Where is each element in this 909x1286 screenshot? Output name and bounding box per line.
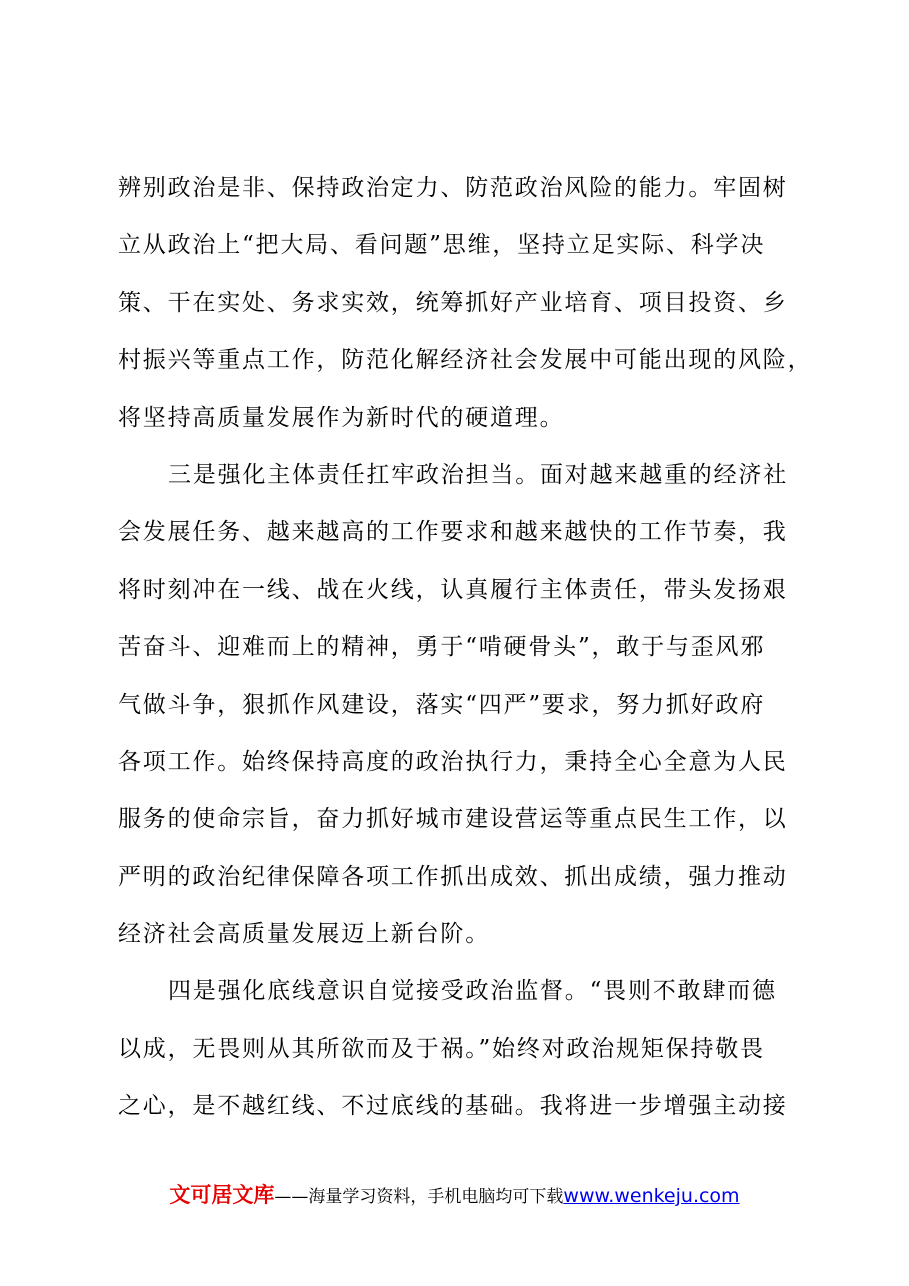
- text-line: 气做斗争，狠抓作风建设，落实“四严”要求，努力抓好政府: [118, 691, 766, 718]
- text-line: 以成，无畏则从其所欲而及于祸。”始终对政治规矩保持敬畏: [118, 1035, 765, 1062]
- text-line: 经济社会高质量发展迈上新台阶。: [118, 921, 490, 948]
- text-line: 会发展任务、越来越高的工作要求和越来越快的工作节奏，我: [118, 519, 788, 546]
- footer-brand: 文可居文库: [169, 1183, 275, 1207]
- document-body: [118, 160, 813, 1136]
- text-line: 各项工作。始终保持高度的政治执行力，秉持全心全意为人民: [118, 748, 788, 775]
- footer-website-link[interactable]: www.wenkeju.com: [563, 1185, 740, 1207]
- text-line: 策、干在实处、务求实效，统筹抓好产业培育、项目投资、乡: [118, 289, 788, 316]
- text-line: 辨别政治是非、保持政治定力、防范政治风险的能力。牢固树: [118, 175, 788, 201]
- text-line: 之心，是不越红线、不过底线的基础。我将进一步增强主动接: [118, 1093, 788, 1120]
- text-line: 村振兴等重点工作，防范化解经济社会发展中可能出现的风险，: [118, 347, 813, 374]
- text-line: 苦奋斗、迎难而上的精神，勇于“啃硬骨头”，敢于与歪风邪: [118, 634, 766, 661]
- paragraph-start-line: 四是强化底线意识自觉接受政治监督。“畏则不敢肆而德: [168, 978, 777, 1005]
- text-line: 将坚持高质量发展作为新时代的硬道理。: [118, 404, 565, 431]
- footer-banner: [0, 1180, 909, 1212]
- footer-tagline: ——海量学习资料，手机电脑均可下载: [274, 1187, 564, 1207]
- paragraph-start-line: 三是强化主体责任扛牢政治担当。面对越来越重的经济社: [168, 461, 788, 488]
- text-line: 严明的政治纪律保障各项工作抓出成效、抓出成绩，强力推动: [118, 863, 788, 890]
- text-line: 将时刻冲在一线、战在火线，认真履行主体责任，带头发扬艰: [118, 576, 788, 603]
- text-line: 立从政治上“把大局、看问题”思维，坚持立足实际、科学决: [118, 232, 766, 259]
- text-line: 服务的使命宗旨，奋力抓好城市建设营运等重点民生工作，以: [118, 806, 788, 833]
